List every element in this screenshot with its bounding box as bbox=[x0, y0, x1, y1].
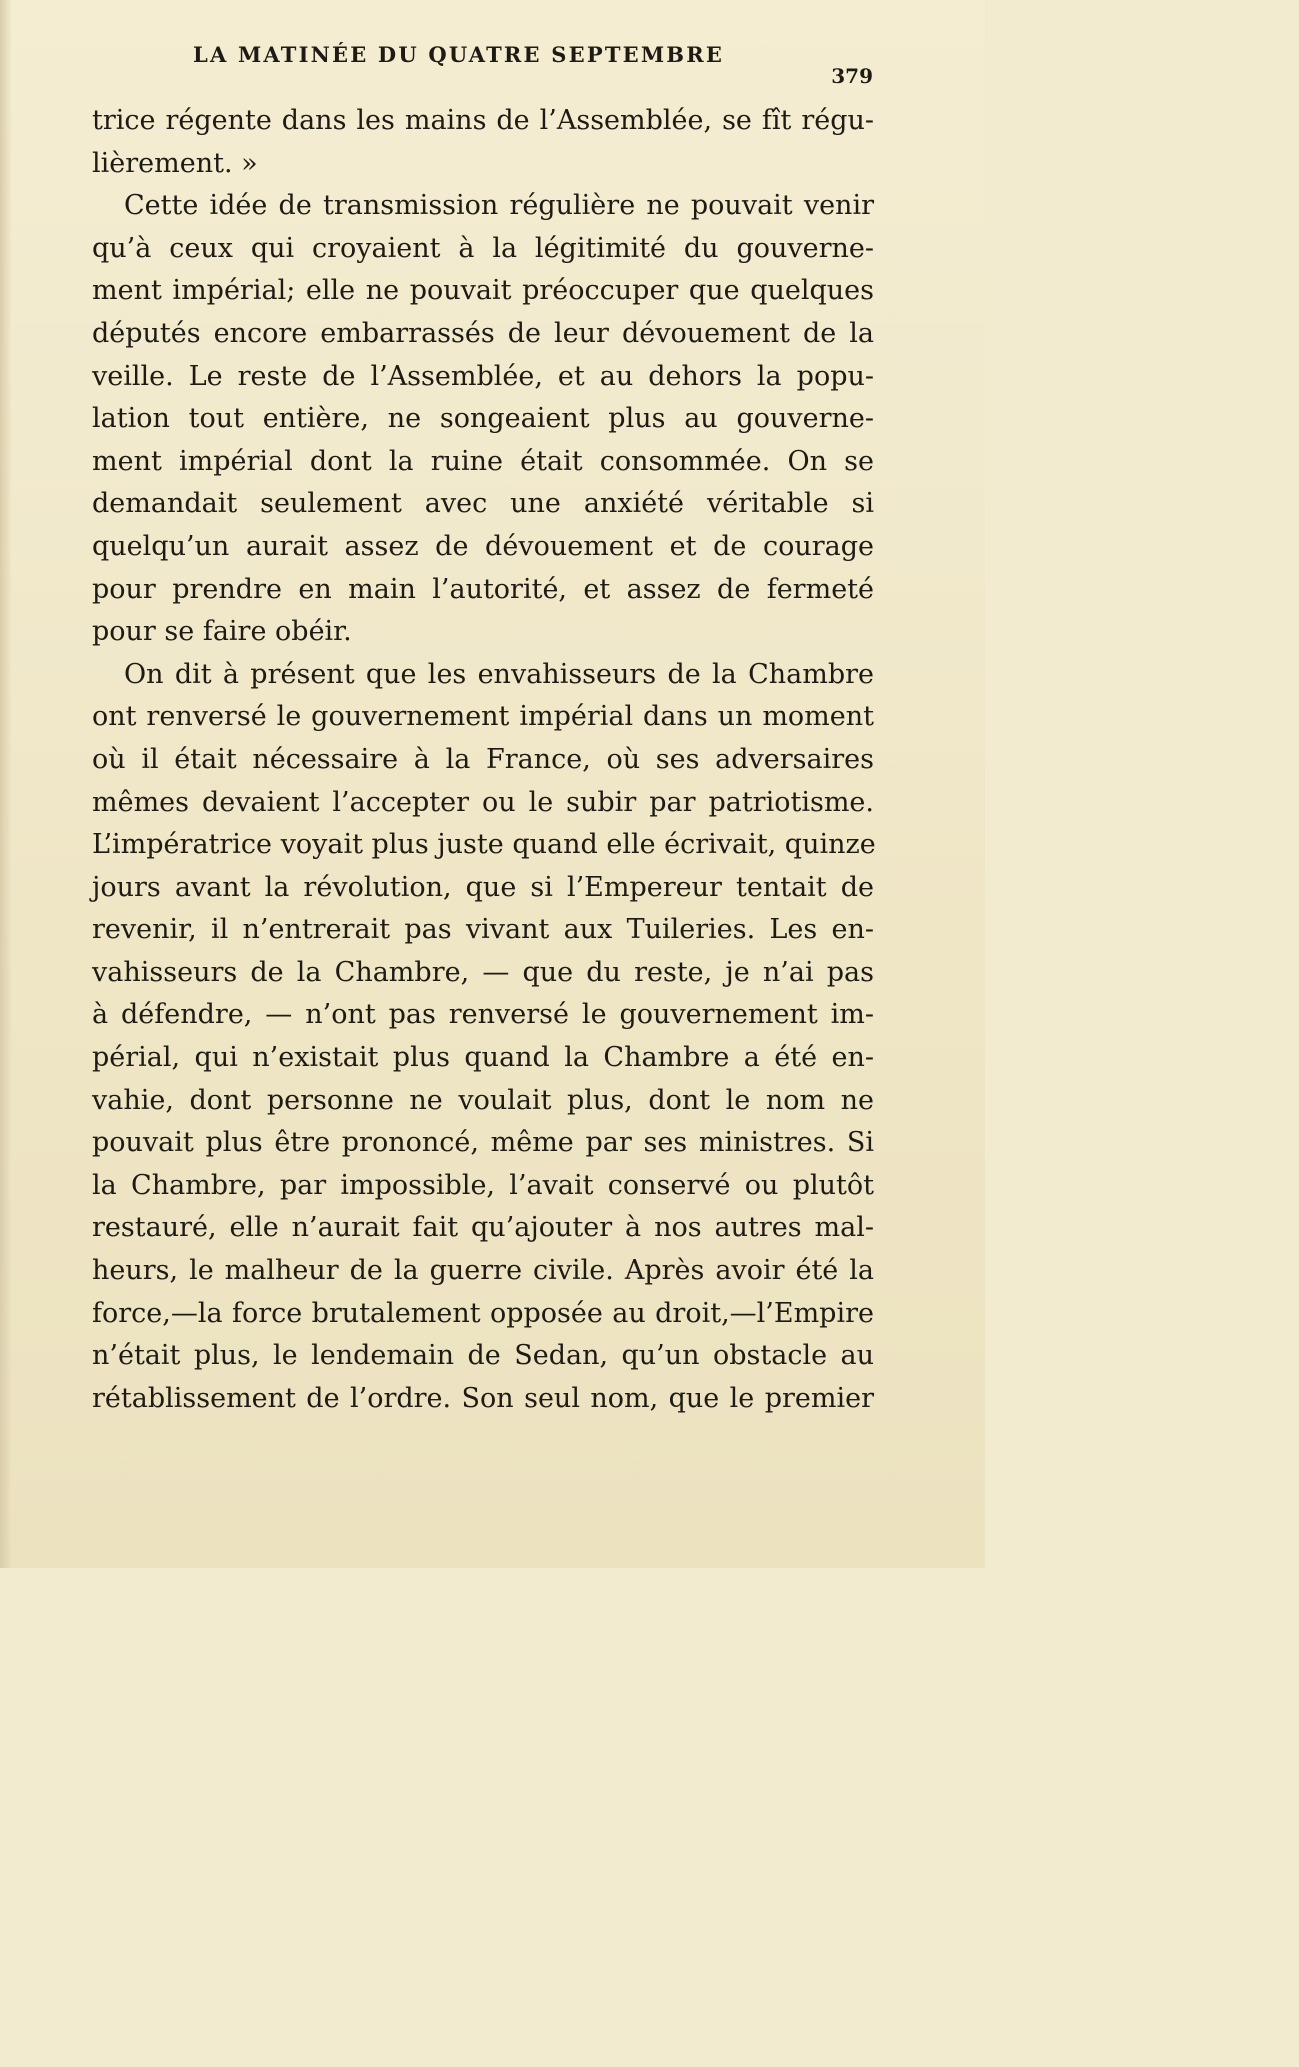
text-line: pour prendre en main l’autorité, et assez de fermeté bbox=[92, 573, 874, 605]
running-title: LA MATINÉE DU QUATRE SEPTEMBRE bbox=[193, 42, 725, 67]
text-line: mêmes devaient l’accepter ou le subir par patriotisme. bbox=[92, 786, 874, 818]
text-line: trice régente dans les mains de l’Assemblée, se fît régu- bbox=[92, 105, 874, 136]
text-line: à défendre, — n’ont pas renversé le gouvernement im- bbox=[92, 999, 874, 1031]
text-line: revenir, il n’entrerait pas vivant aux Tuileries. Les en- bbox=[92, 914, 874, 946]
text-line: n’était plus, le lendemain de Sedan, qu’un obstacle au bbox=[92, 1340, 874, 1372]
text-line: veille. Le reste de l’Assemblée, et au dehors la popu- bbox=[92, 360, 874, 392]
text-line: ment impérial; elle ne pouvait préoccuper que quelques bbox=[92, 275, 874, 307]
text-line: vahisseurs de la Chambre, — que du reste, je n’ai pas bbox=[92, 956, 874, 988]
text-line: rétablissement de l’ordre. Son seul nom, que le premier bbox=[92, 1382, 874, 1414]
body-text bbox=[92, 100, 874, 1420]
page-edge-shadow bbox=[0, 0, 12, 1568]
text-line: Cette idée de transmission régulière ne pouvait venir bbox=[124, 190, 874, 222]
text-line: députés encore embarrassés de leur dévouement de la bbox=[92, 317, 874, 349]
text-line: lation tout entière, ne songeaient plus au gouverne- bbox=[92, 403, 874, 435]
text-line: ment impérial dont la ruine était consommée. On se bbox=[92, 445, 874, 477]
page-number: 379 bbox=[831, 64, 873, 88]
text-line: jours avant la révolution, que si l’Empereur tentait de bbox=[92, 871, 874, 903]
text-line: L’impératrice voyait plus juste quand elle écrivait, quinze bbox=[92, 829, 876, 861]
text-line: lièrement. » bbox=[92, 147, 258, 179]
text-line: On dit à présent que les envahisseurs de la Chambre bbox=[124, 658, 874, 690]
text-line: ont renversé le gouvernement impérial dans un moment bbox=[92, 701, 874, 733]
text-line: force,—la force brutalement opposée au droit,—l’Empire bbox=[92, 1297, 874, 1329]
running-head bbox=[193, 42, 883, 88]
text-line: vahie, dont personne ne voulait plus, dont le nom ne bbox=[92, 1084, 874, 1116]
text-line: pouvait plus être prononcé, même par ses ministres. Si bbox=[92, 1127, 874, 1159]
text-line: qu’à ceux qui croyaient à la légitimité du gouverne- bbox=[92, 232, 874, 264]
text-line: où il était nécessaire à la France, où ses adversaires bbox=[92, 743, 874, 775]
text-line: heurs, le malheur de la guerre civile. Après avoir été la bbox=[92, 1255, 874, 1287]
text-line: quelqu’un aurait assez de dévouement et de courage bbox=[92, 530, 874, 562]
text-line: la Chambre, par impossible, l’avait conservé ou plutôt bbox=[92, 1169, 874, 1201]
text-line: pour se faire obéir. bbox=[92, 616, 352, 648]
text-line: restauré, elle n’aurait fait qu’ajouter à nos autres mal- bbox=[92, 1212, 874, 1244]
text-line: périal, qui n’existait plus quand la Chambre a été en- bbox=[92, 1042, 874, 1074]
text-line: demandait seulement avec une anxiété véritable si bbox=[92, 488, 874, 520]
